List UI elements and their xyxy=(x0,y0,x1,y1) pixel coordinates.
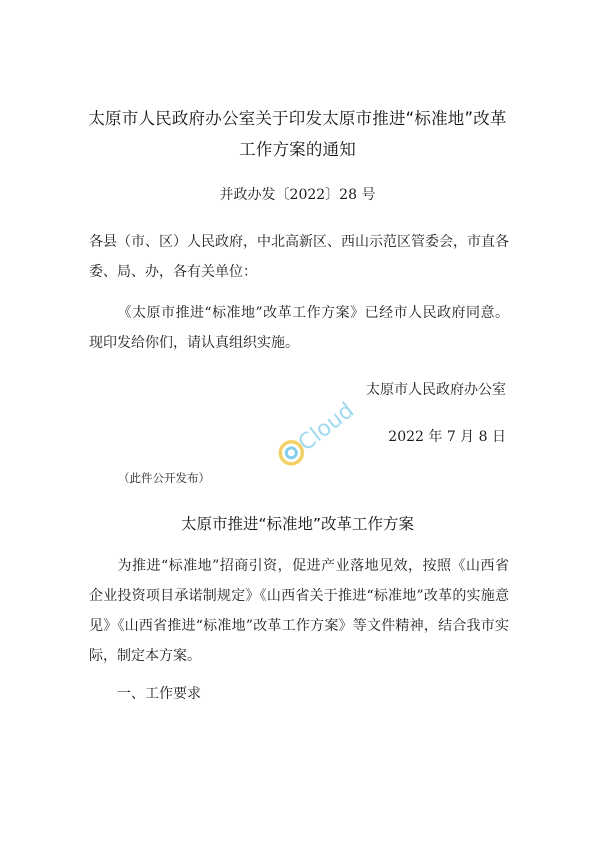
plan-intro xyxy=(89,551,509,671)
signature-date: 2022 年 7 月 8 日 xyxy=(388,429,506,445)
notice-title-line2: 工作方案的通知 xyxy=(239,140,356,159)
watermark-text: Cloud xyxy=(293,398,359,457)
section-heading-1: 一、工作要求 xyxy=(117,686,201,702)
plan-title: 太原市推进“标准地”改革工作方案 xyxy=(180,515,415,533)
notice-title-line1: 太原市人民政府办公室关于印发太原市推进“标准地”改革 xyxy=(88,109,507,128)
signature-organization: 太原市人民政府办公室 xyxy=(366,382,506,398)
notice-body xyxy=(89,298,509,358)
public-release-note: （此件公开发布） xyxy=(118,471,210,485)
cloud-logo-icon xyxy=(258,372,368,472)
document-number: 并政办发〔2022〕28 号 xyxy=(219,187,376,203)
addressee: 各县（市、区）人民政府，中北高新区、西山示范区管委会，市直各委、局、办，各有关单位： xyxy=(89,234,509,280)
notice-body-text: 《太原市推进“标准地”改革工作方案》已经市人民政府同意。现印发给你们，请认真组织实施。 xyxy=(89,305,509,351)
plan-intro-text: 为推进“标准地”招商引资，促进产业落地见效，按照《山西省企业投资项目承诺制规定》《山西省关于推进“标准地”改革的实施意见》《山西省推进“标准地”改革工作方案》等文件精神，结合我市实际，制定本方案。 xyxy=(89,558,509,664)
